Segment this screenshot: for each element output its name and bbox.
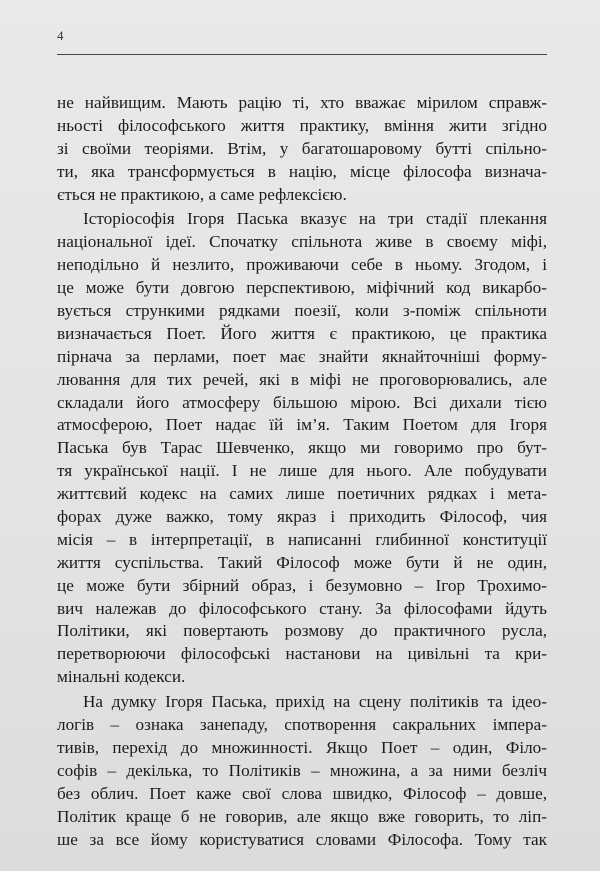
text-line: атмосферою, Поет надає їй ім’я. Таким Поетом для Ігоря [57,415,547,435]
text-line: форах дуже важко, тому якраз і приходить Філософ, чия [57,507,547,527]
text-line: місія – в інтерпретації, в написанні глибинної конституції [57,529,547,549]
body-text [57,92,547,851]
page-number: 4 [57,28,64,43]
text-line: Історіософія Ігоря Паська вказує на три стадії плекання [83,209,547,229]
text-line: вич належав до філософського стану. За філософами йдуть [57,598,547,618]
text-line: визначається Поет. Його життя є практикою, це практика [57,323,547,343]
text-line: лювання для тих речей, які в міфі не проговорювались, але [57,369,547,389]
text-line: Паська був Тарас Шевченко, якщо ми говоримо про бут- [57,438,547,458]
text-line: тивів, перехід до множинності. Якщо Поет – один, Філо- [57,737,547,757]
text-line: софів – декілька, то Політиків – множина, а за ними безліч [57,760,547,780]
text-line: не найвищим. Мають рацію ті, хто вважає мірилом справж- [57,93,547,112]
header-rule [57,54,547,55]
text-line: На думку Ігоря Паська, прихід на сцену політиків та ідео- [83,692,547,712]
text-line: без облич. Поет каже свої слова швидко, Філософ – довше, [57,783,547,803]
text-line: логів – ознака занепаду, спотворення сакральних імпера- [57,715,547,735]
text-line: вується стрункими рядками поезії, коли з-поміж спільноти [57,301,547,321]
text-line: це може бути збірний образ, і безумовно – Ігор Трохимо- [57,575,547,595]
text-line: ється не практикою, а саме рефлексією. [57,184,347,204]
text-line: пірнача за перлами, поет має знайти якнайточніші форму- [57,346,547,366]
paragraph-3 [57,691,547,851]
paragraph-2 [57,208,547,689]
text-line: ньості філософського життя практику, вміння жити згідно [57,115,547,135]
text-line: життя суспільства. Такий Філософ може бути й не один, [57,552,547,572]
paragraph-1 [57,92,547,206]
text-line: ше за все йому користуватися словами Філософа. Тому так [57,829,547,849]
text-line: ти, яка трансформується в націю, місце філософа визнача- [57,161,547,181]
text-line: національної ідеї. Спочатку спільнота живе в своєму міфі, [57,232,547,252]
text-line: мінальні кодекси. [57,667,186,687]
text-line: тя української нації. І не лише для нього. Але побудувати [57,461,547,481]
text-line: складали його атмосферу більшою мірою. Всі дихали тією [57,392,547,412]
text-line: це може бути довгою перспективою, міфічний код викарбо- [57,278,547,298]
text-line: зі своїми теоріями. Втім, у багатошаровому бутті спільно- [57,138,547,158]
text-line: неподільно й незлито, проживаючи себе в ньому. Згодом, і [57,255,547,275]
text-line: Політики, які повертають розмову до практичного русла, [57,621,547,641]
text-line: життєвий кодекс на самих лише поетичних рядках і мета- [57,484,547,504]
text-line: Політик краще б не говорив, але якщо вже говорить, то ліп- [57,806,547,826]
text-line: перетворюючи філософські настанови на цивільні та кри- [57,644,547,664]
